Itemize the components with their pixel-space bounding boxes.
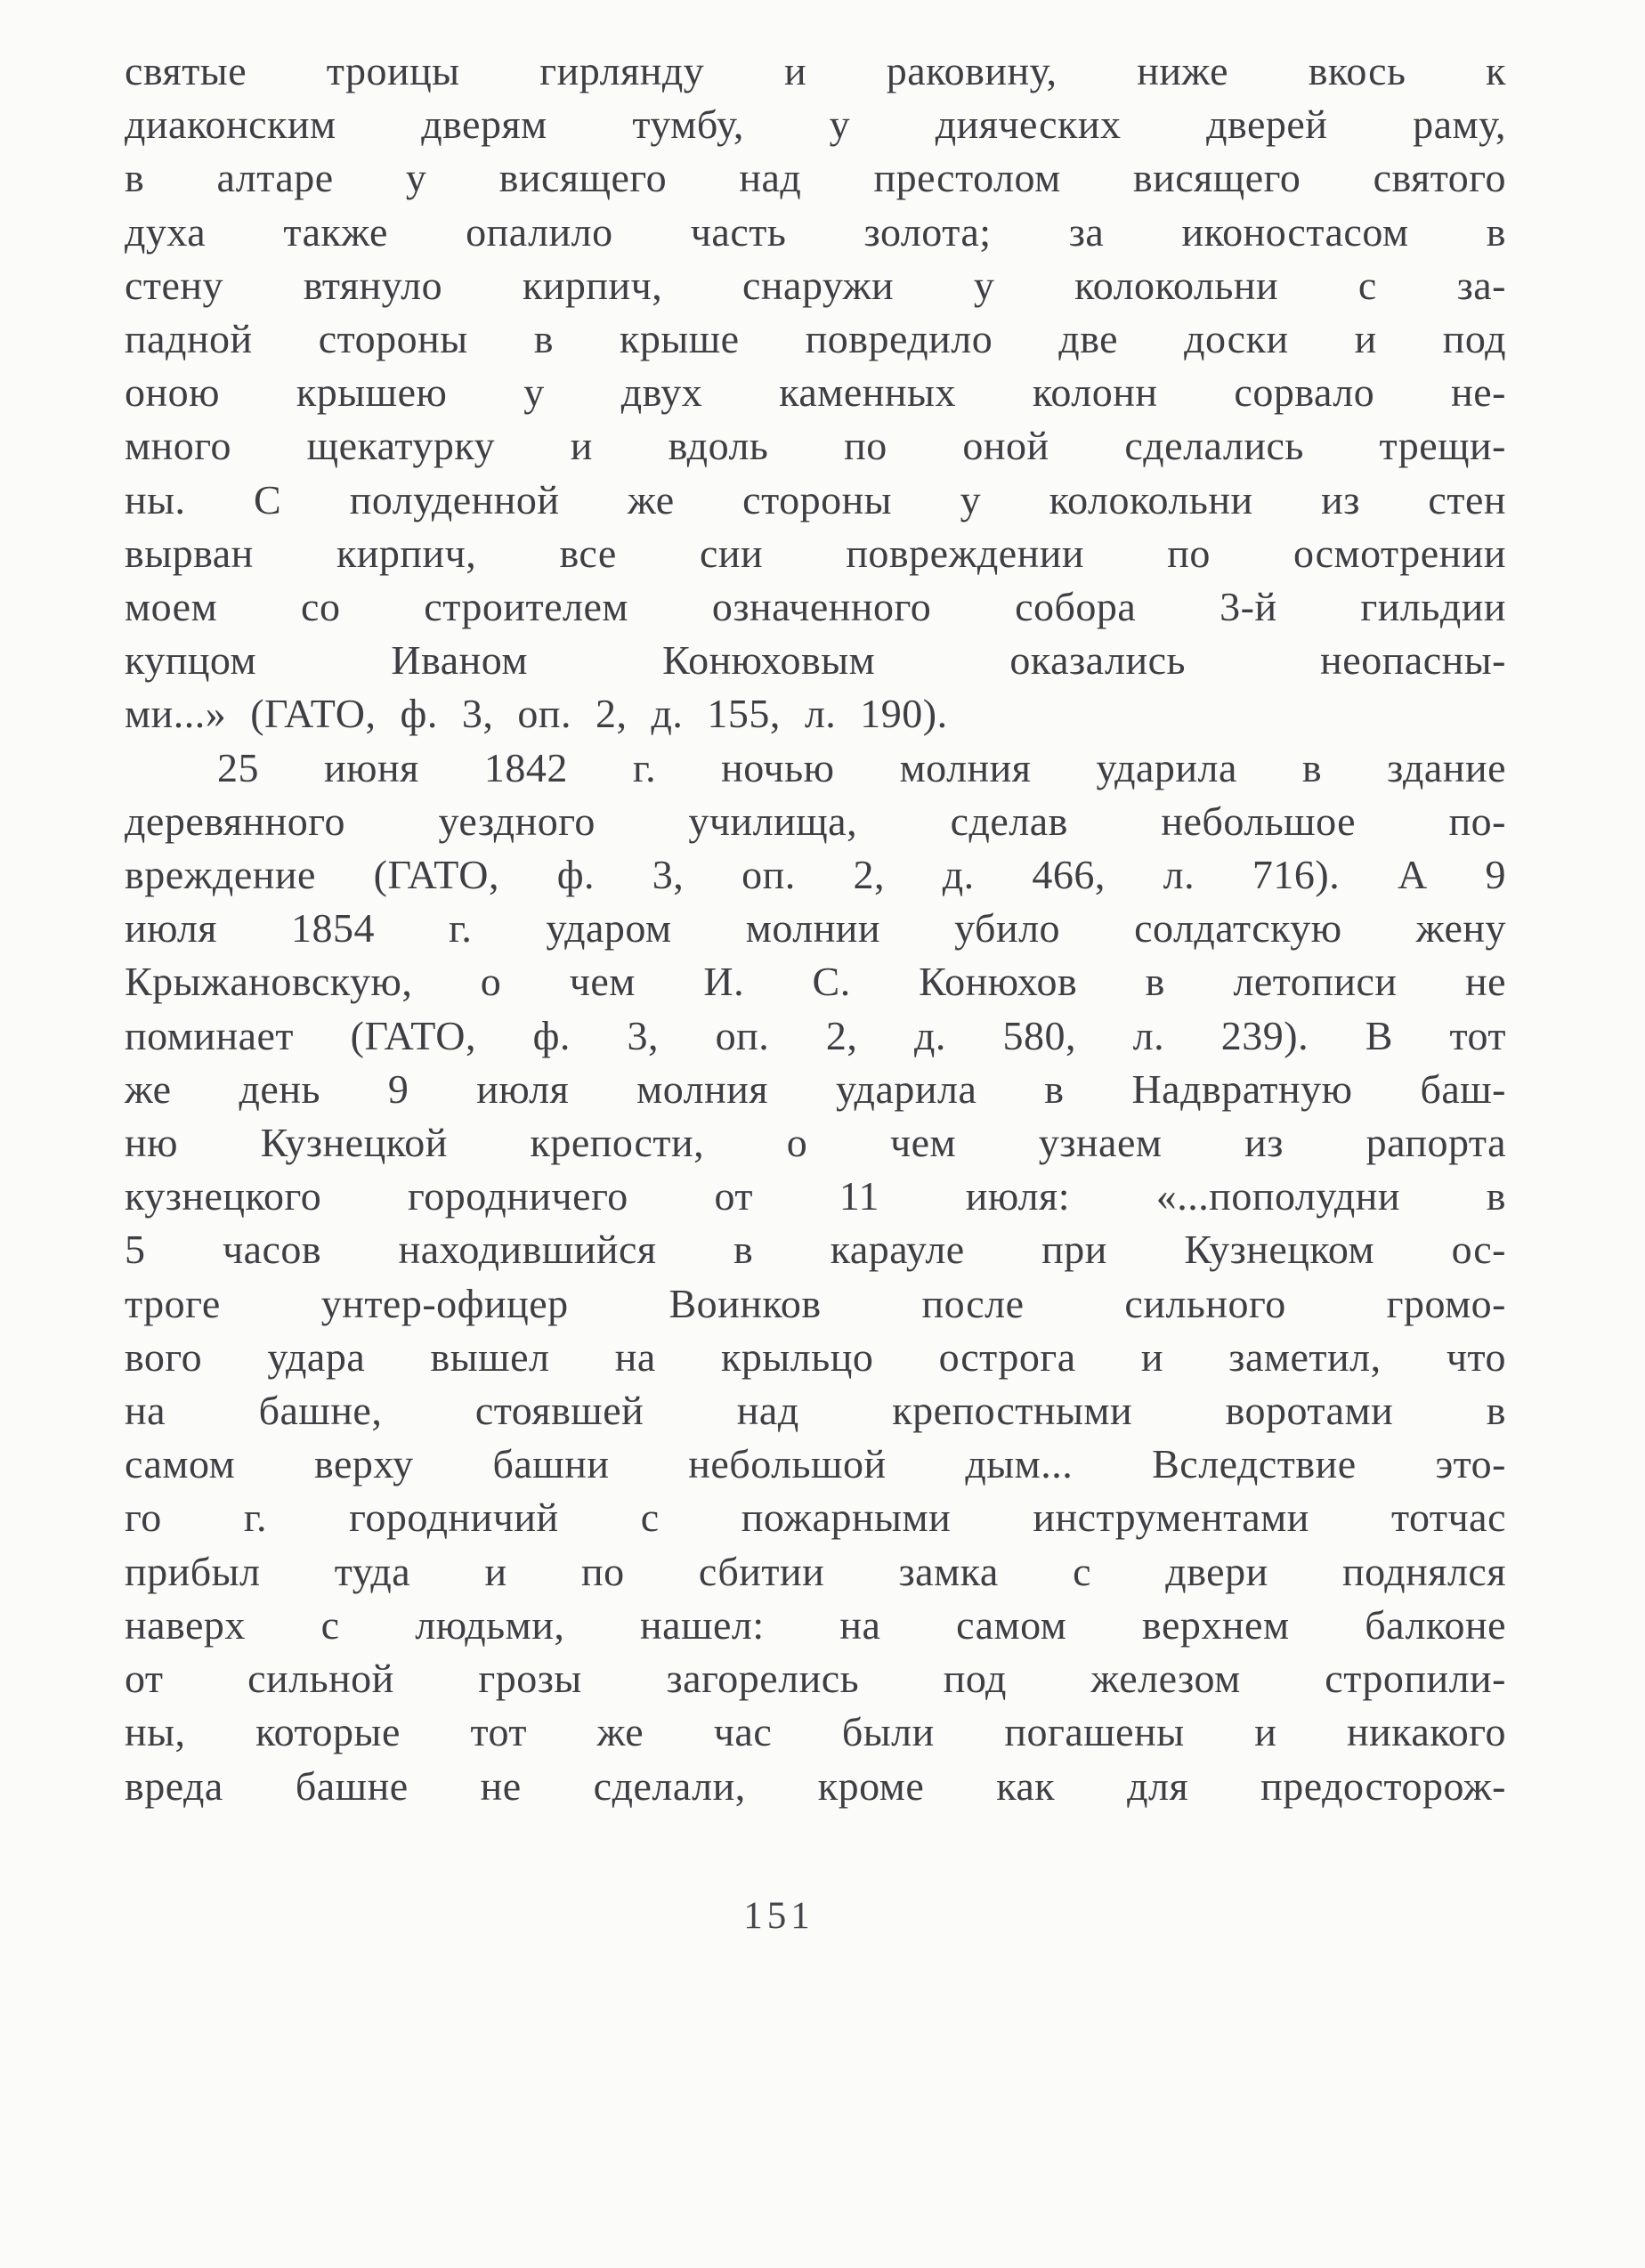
page-number: 151 xyxy=(743,1895,814,1937)
text-line: стену втянуло кирпич, снаружи у колокольни с за- xyxy=(125,262,1506,308)
text-line: самом верху башни небольшой дым... Вследствие это- xyxy=(125,1441,1506,1487)
text-line: вреждение (ГАТО, ф. 3, оп. 2, д. 466, л. 716). А 9 xyxy=(125,852,1506,898)
text-line: деревянного уездного училища, сделав небольшое по- xyxy=(125,798,1506,844)
text-line: вырван кирпич, все сии повреждении по осмотрении xyxy=(125,530,1506,576)
text-line: ны. С полуденной же стороны у колокольни из стен xyxy=(125,476,1506,522)
text-line: наверх с людьми, нашел: на самом верхнем балконе xyxy=(125,1601,1506,1648)
text-line: 25 июня 1842 г. ночью молния ударила в здание xyxy=(217,744,1506,790)
text-line: июля 1854 г. ударом молнии убило солдатскую жену xyxy=(125,905,1506,952)
text-line: поминает (ГАТО, ф. 3, оп. 2, д. 580, л. 239). В тот xyxy=(125,1012,1506,1058)
text-line: вреда башне не сделали, кроме как для предосторож- xyxy=(125,1762,1506,1809)
text-line: духа также опалило часть золота; за иконостасом в xyxy=(125,208,1506,255)
text-line: вого удара вышел на крыльцо острога и заметил, что xyxy=(125,1333,1506,1380)
text-line: го г. городничий с пожарными инструментами тотчас xyxy=(125,1494,1506,1541)
text-line: Крыжановскую, о чем И. С. Конюхов в летописи не xyxy=(125,959,1506,1005)
text-line: кузнецкого городничего от 11 июля: «...пополудни в xyxy=(125,1173,1506,1219)
text-line: же день 9 июля молния ударила в Надвратную баш- xyxy=(125,1065,1506,1112)
text-line: святые троицы гирлянду и раковину, ниже вкось к xyxy=(125,48,1506,93)
text-line: 5 часов находившийся в карауле при Кузнецком ос- xyxy=(125,1227,1506,1273)
text-line: оною крышею у двух каменных колонн сорвало не- xyxy=(125,369,1506,416)
text-line: троге унтер-офицер Воинков после сильного громо- xyxy=(125,1280,1506,1326)
text-line: в алтаре у висящего над престолом висящего святого xyxy=(125,155,1506,201)
text-line: ню Кузнецкой крепости, о чем узнаем из рапорта xyxy=(125,1120,1506,1166)
text-line: моем со строителем означенного собора 3-й гильдии xyxy=(125,584,1506,630)
text-line: на башне, стоявшей над крепостными воротами в xyxy=(125,1388,1506,1434)
text-line: ми...» (ГАТО, ф. 3, оп. 2, д. 155, л. 190). xyxy=(125,691,948,737)
text-line: купцом Иваном Конюховым оказались неопасны- xyxy=(125,637,1506,684)
text-line: падной стороны в крыше повредило две доски и под xyxy=(125,316,1506,362)
text-line: от сильной грозы загорелись под железом стропили- xyxy=(125,1656,1506,1702)
page-text-block xyxy=(125,45,1506,1813)
text-line: много щекатурку и вдоль по оной сделались трещи- xyxy=(125,423,1506,469)
text-line: ны, которые тот же час были погашены и никакого xyxy=(125,1709,1506,1755)
text-line: диаконским дверям тумбу, у дияческих дверей раму, xyxy=(125,101,1506,148)
text-line: прибыл туда и по сбитии замка с двери поднялся xyxy=(125,1548,1506,1594)
